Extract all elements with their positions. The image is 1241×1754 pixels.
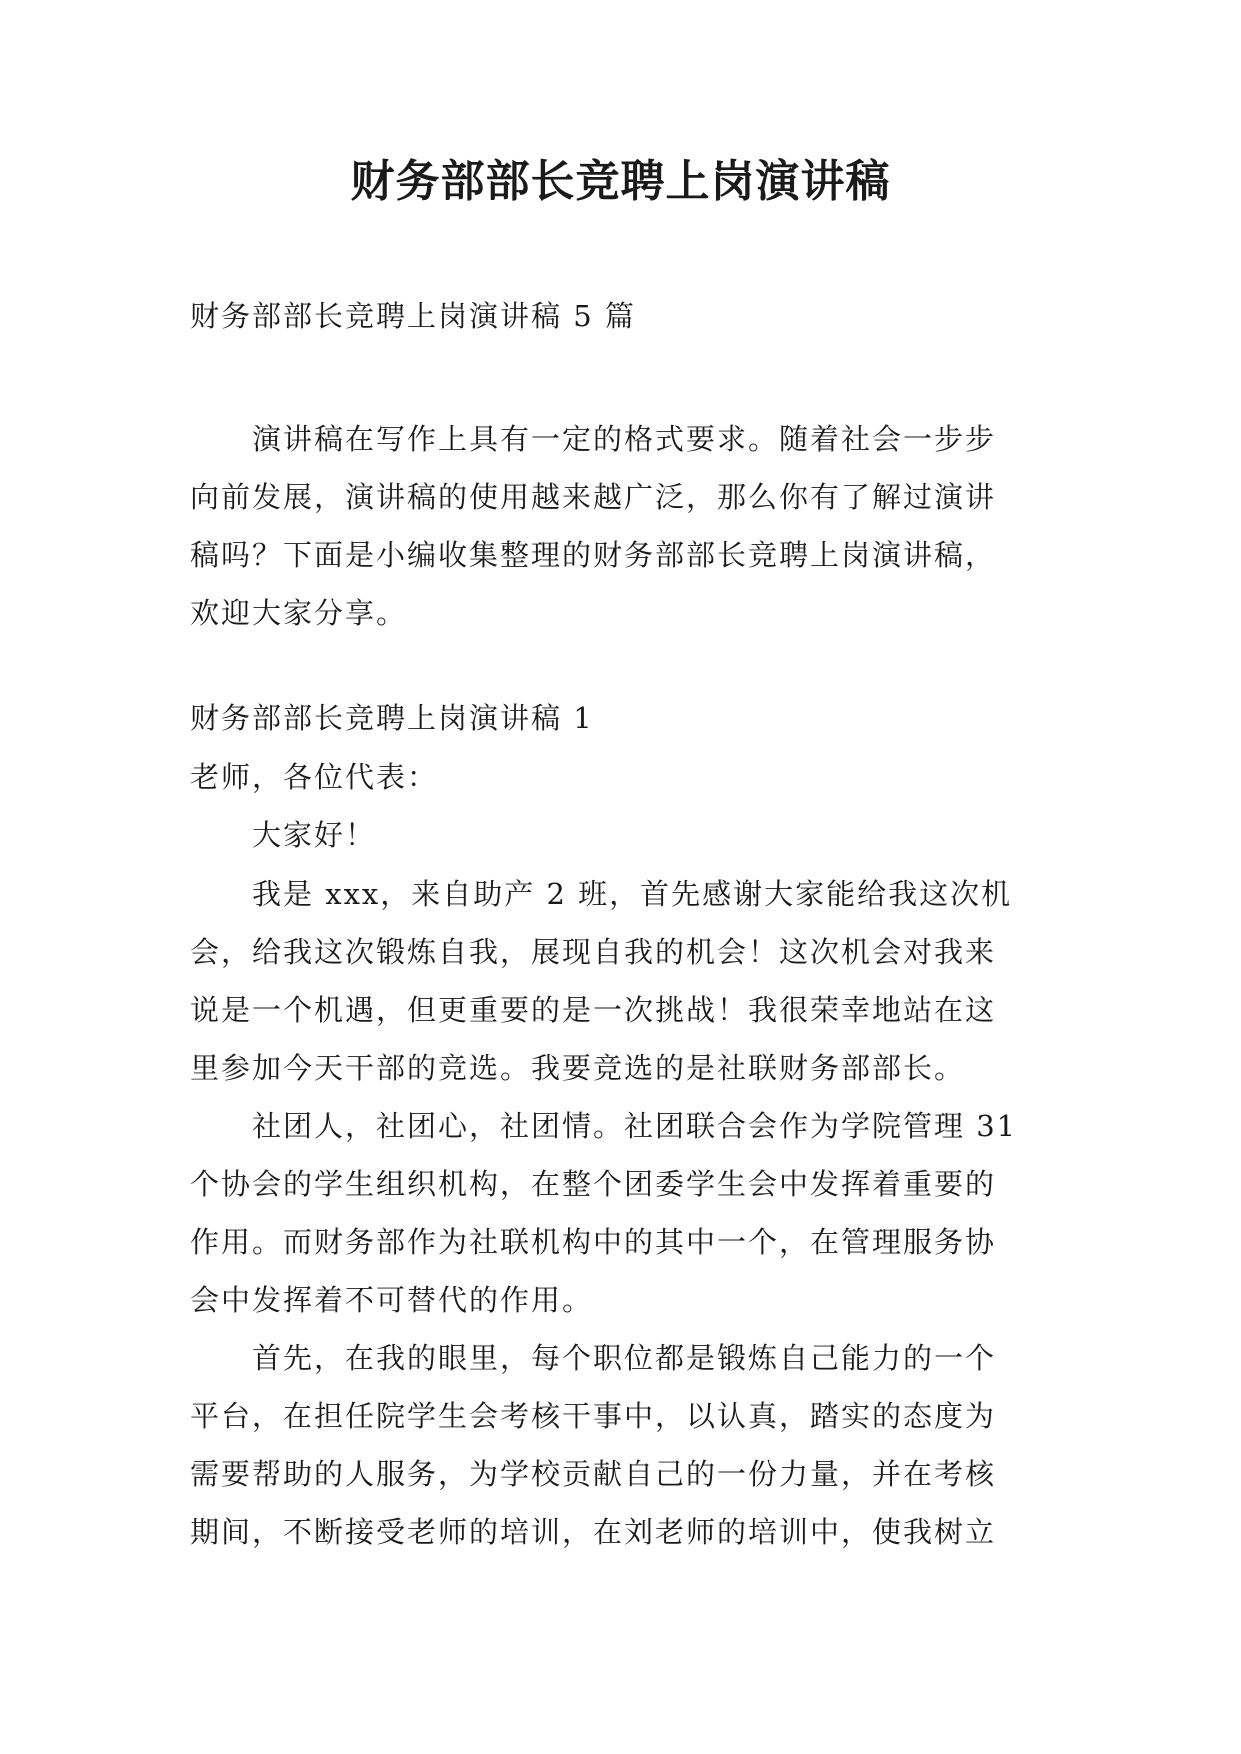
intro-line: 稿吗？下面是小编收集整理的财务部部长竞聘上岗演讲稿， [190,538,997,572]
paragraph-line: 需要帮助的人服务，为学校贡献自己的一份力量，并在考核 [190,1457,997,1491]
document-subtitle: 财务部部长竞聘上岗演讲稿 5 篇 [190,299,636,333]
intro-line: 欢迎大家分享。 [190,596,408,630]
paragraph-line: 大家好！ [190,818,377,852]
paragraph-line: 社团人，社团心，社团情。社团联合会作为学院管理 31 [190,1109,1018,1143]
paragraph-line: 平台，在担任院学生会考核干事中，以认真，踏实的态度为 [190,1399,997,1433]
salutation: 老师，各位代表： [190,760,439,794]
document-title: 财务部部长竞聘上岗演讲稿 [350,156,891,207]
paragraph-line: 我是 xxx，来自助产 2 班，首先感谢大家能给我这次机 [190,877,1013,911]
intro-line: 演讲稿在写作上具有一定的格式要求。随着社会一步步 [190,422,997,456]
paragraph-line: 期间，不断接受老师的培训，在刘老师的培训中，使我树立 [190,1515,997,1549]
paragraph-line: 会，给我这次锻炼自我，展现自我的机会！这次机会对我来 [190,935,997,969]
paragraph-line: 个协会的学生组织机构，在整个团委学生会中发挥着重要的 [190,1167,997,1201]
section-heading: 财务部部长竞聘上岗演讲稿 1 [190,701,594,735]
paragraph-line: 首先，在我的眼里，每个职位都是锻炼自己能力的一个 [190,1341,997,1375]
paragraph-line: 作用。而财务部作为社联机构中的其中一个，在管理服务协 [190,1225,997,1259]
speech-paragraph [190,865,1060,1097]
intro-paragraph [190,410,1060,642]
speech-paragraph [190,1097,1060,1329]
speech-paragraph [190,806,1060,864]
paragraph-line: 里参加今天干部的竞选。我要竞选的是社联财务部部长。 [190,1051,966,1085]
paragraph-line: 说是一个机遇，但更重要的是一次挑战！我很荣幸地站在这 [190,993,997,1027]
paragraph-line: 会中发挥着不可替代的作用。 [190,1283,594,1317]
intro-line: 向前发展，演讲稿的使用越来越广泛，那么你有了解过演讲 [190,480,997,514]
speech-paragraph [190,1329,1060,1561]
